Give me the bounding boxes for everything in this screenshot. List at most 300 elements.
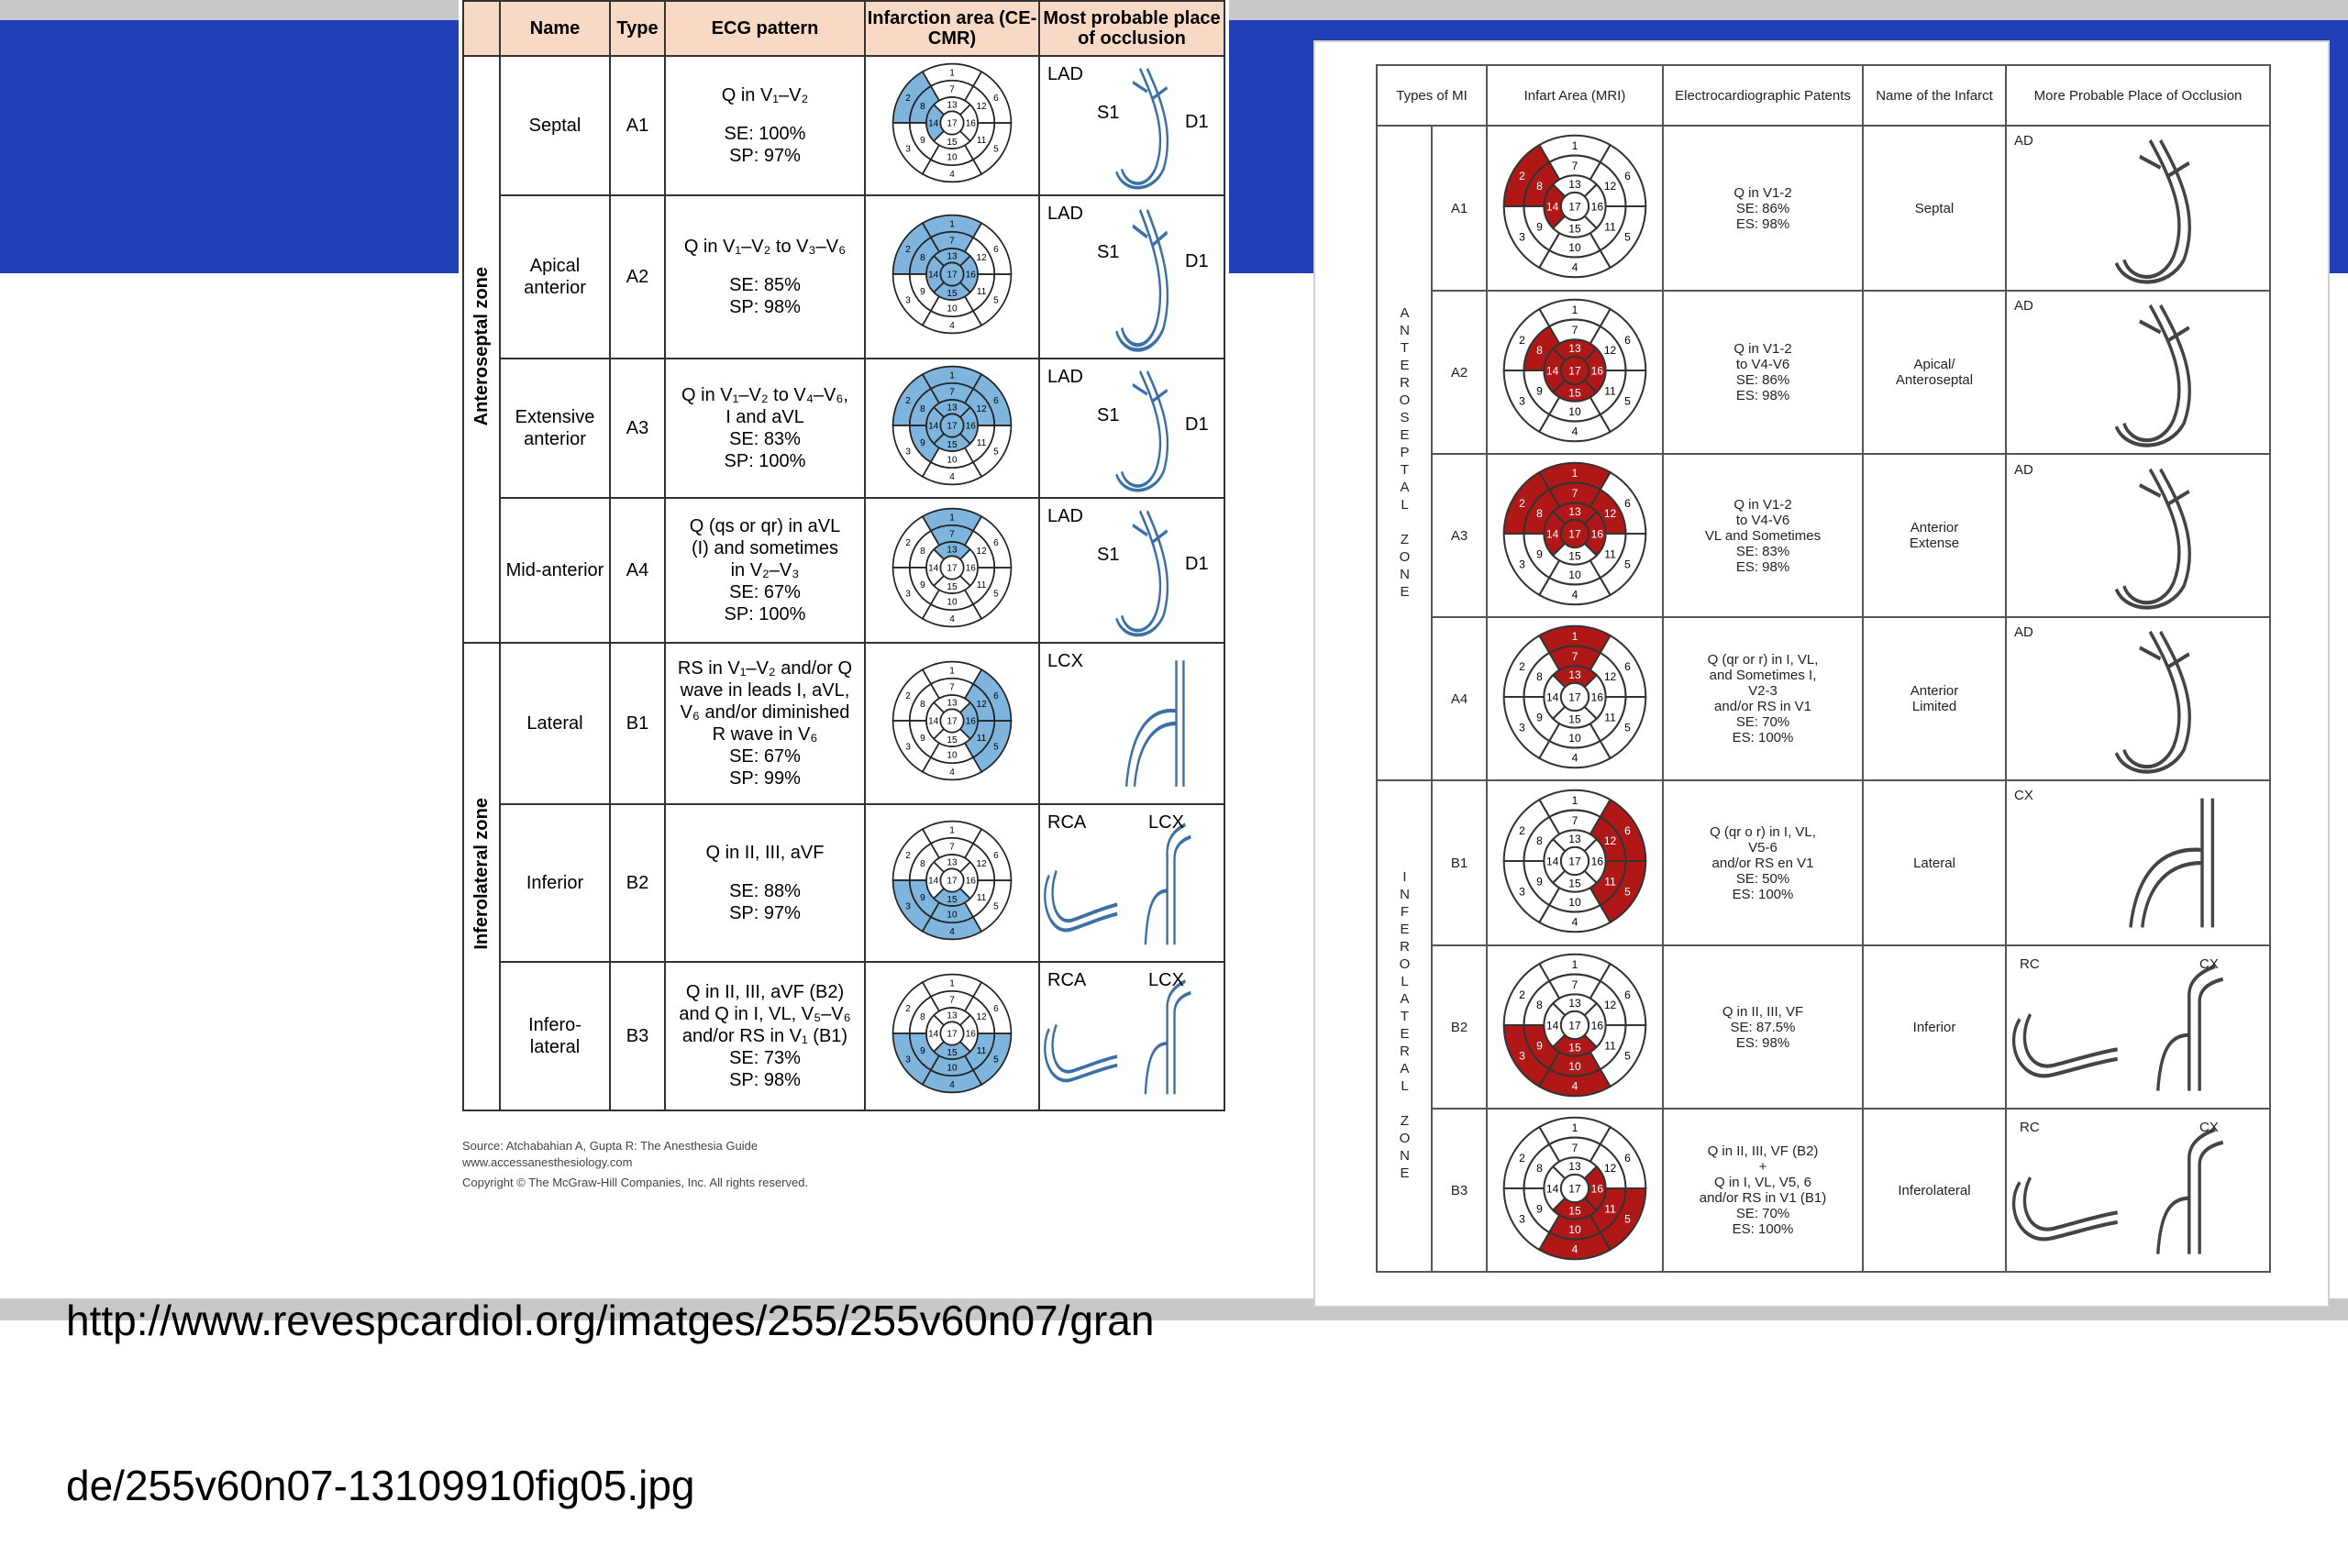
segment-label-10: 10 bbox=[1568, 895, 1581, 909]
segment-label-17: 17 bbox=[1568, 690, 1581, 704]
ecg-line: SE: 86% bbox=[1735, 372, 1790, 388]
segment-label-15: 15 bbox=[1568, 1041, 1581, 1055]
segment-label-12: 12 bbox=[1603, 670, 1617, 684]
segment-label-14: 14 bbox=[928, 876, 939, 887]
ecg-line: I and aVL bbox=[725, 407, 804, 427]
right-row-infarct-area bbox=[1487, 617, 1663, 780]
segment-label-3: 3 bbox=[905, 742, 911, 753]
segment-label-13: 13 bbox=[1568, 668, 1581, 681]
segment-label-16: 16 bbox=[1590, 1019, 1604, 1032]
segment-label-7: 7 bbox=[949, 529, 955, 540]
segment-label-2: 2 bbox=[905, 93, 911, 104]
segment-label-8: 8 bbox=[1536, 180, 1543, 193]
left-row-type: B2 bbox=[610, 804, 665, 962]
segment-label-1: 1 bbox=[1571, 466, 1578, 480]
segment-label-11: 11 bbox=[1604, 220, 1616, 234]
ecg-line: + bbox=[1758, 1159, 1767, 1175]
left-row-infarction bbox=[865, 643, 1039, 804]
vessel-line bbox=[2140, 647, 2161, 658]
segment-label-11: 11 bbox=[976, 438, 987, 449]
left-occlusion-b3 bbox=[1040, 964, 1222, 1109]
segment-label-7: 7 bbox=[1571, 977, 1578, 991]
infarct-name-line: Septal bbox=[1914, 200, 1955, 216]
vessel-line bbox=[1045, 876, 1117, 931]
right-occlusion-b2-label-1: CX bbox=[2199, 956, 2219, 972]
left-occlusion-a1-label-1: S1 bbox=[1097, 103, 1120, 123]
ecg-line: and/or RS en V1 bbox=[1711, 855, 1814, 871]
right-bullseye-b3 bbox=[1498, 1111, 1652, 1265]
ecg-line: R wave in V₆ bbox=[712, 724, 818, 745]
ecg-line: SP: 100% bbox=[724, 451, 806, 471]
segment-label-7: 7 bbox=[949, 387, 955, 398]
ecg-line: SE: 100% bbox=[724, 124, 806, 144]
left-occlusion-a3 bbox=[1040, 360, 1222, 496]
right-row-occlusion bbox=[2006, 617, 2270, 780]
segment-label-2: 2 bbox=[1519, 1152, 1525, 1165]
left-bullseye-b3 bbox=[888, 969, 1016, 1098]
segment-label-10: 10 bbox=[1568, 1059, 1581, 1073]
right-occlusion-b3-sketch bbox=[2007, 1110, 2267, 1270]
ecg-line: SP: 99% bbox=[729, 768, 801, 789]
right-row-occlusion bbox=[2006, 780, 2270, 945]
left-row-b2 bbox=[463, 804, 1224, 962]
ecg-line: to V4-V6 bbox=[1735, 512, 1790, 528]
right-header-row bbox=[1377, 65, 2270, 126]
segment-label-2: 2 bbox=[1519, 497, 1525, 511]
left-occlusion-a1-label-2: D1 bbox=[1185, 112, 1209, 132]
segment-label-1: 1 bbox=[949, 825, 955, 836]
segment-label-15: 15 bbox=[947, 734, 958, 745]
segment-label-7: 7 bbox=[949, 682, 955, 693]
segment-label-1: 1 bbox=[949, 219, 955, 230]
right-occlusion-b3 bbox=[2007, 1110, 2267, 1270]
right-occlusion-b1 bbox=[2007, 782, 2267, 944]
segment-label-10: 10 bbox=[947, 304, 958, 315]
segment-label-1: 1 bbox=[1571, 629, 1578, 643]
segment-label-4: 4 bbox=[949, 613, 955, 624]
segment-label-11: 11 bbox=[1604, 875, 1616, 889]
left-bullseye-b1 bbox=[888, 657, 1016, 785]
segment-label-17: 17 bbox=[1568, 527, 1581, 541]
segment-label-15: 15 bbox=[1568, 222, 1581, 236]
vessel-line bbox=[1053, 1024, 1118, 1071]
ecg-line: RS in V₁–V₂ and/or Q bbox=[677, 658, 853, 679]
segment-label-7: 7 bbox=[949, 995, 955, 1006]
left-row-name: Inferior bbox=[500, 804, 610, 962]
left-row-name: Apical anterior bbox=[500, 195, 610, 359]
segment-label-9: 9 bbox=[1536, 547, 1543, 561]
segment-label-15: 15 bbox=[947, 439, 958, 450]
segment-label-7: 7 bbox=[1571, 323, 1578, 337]
segment-label-14: 14 bbox=[1545, 1182, 1559, 1196]
right-row-occlusion bbox=[2006, 126, 2270, 291]
segment-label-8: 8 bbox=[1536, 344, 1543, 358]
ecg-line: SE: 85% bbox=[729, 275, 801, 295]
right-row-infarct-area bbox=[1487, 945, 1663, 1109]
left-row-type: A3 bbox=[610, 359, 665, 498]
left-row-occlusion bbox=[1039, 804, 1224, 962]
segment-label-17: 17 bbox=[947, 270, 958, 281]
right-occlusion-a3-sketch bbox=[2007, 457, 2267, 614]
segment-label-17: 17 bbox=[1568, 1019, 1581, 1032]
left-header-row bbox=[463, 1, 1224, 56]
right-bullseye-b2 bbox=[1498, 948, 1652, 1102]
ecg-line: and Sometimes I, bbox=[1709, 668, 1817, 683]
left-header-infarction-area: Infarction area (CE-CMR) bbox=[865, 1, 1039, 56]
segment-label-1: 1 bbox=[949, 68, 955, 79]
segment-label-2: 2 bbox=[905, 537, 911, 548]
left-occlusion-b1-label-0: LCX bbox=[1047, 651, 1083, 671]
right-occlusion-a1-sketch bbox=[2007, 127, 2267, 289]
segment-label-11: 11 bbox=[976, 136, 987, 147]
ecg-line: Q in V₁–V₂ to V₃–V₆ bbox=[683, 237, 847, 257]
right-occlusion-a2-label-0: AD bbox=[2014, 298, 2033, 314]
right-row-b1 bbox=[1377, 780, 2270, 945]
segment-label-1: 1 bbox=[1571, 793, 1578, 807]
left-zone-cell bbox=[463, 56, 500, 643]
segment-label-5: 5 bbox=[1624, 230, 1631, 244]
vessel-line bbox=[2131, 850, 2202, 928]
segment-label-8: 8 bbox=[920, 253, 925, 264]
segment-label-3: 3 bbox=[905, 447, 911, 458]
left-row-ecg bbox=[665, 195, 865, 359]
source-url-line-2[interactable]: de/255v60n07-13109910fig05.jpg bbox=[66, 1462, 695, 1509]
right-occlusion-a4-sketch bbox=[2007, 619, 2267, 778]
ecg-line: ES: 98% bbox=[1735, 388, 1790, 403]
infarct-name-line: Anterior bbox=[1910, 683, 1959, 699]
left-row-a4 bbox=[463, 498, 1224, 643]
segment-label-15: 15 bbox=[947, 137, 958, 148]
vessel-line bbox=[1133, 525, 1147, 536]
segment-label-4: 4 bbox=[949, 320, 955, 331]
vessel-line bbox=[1175, 993, 1191, 1095]
segment-label-3: 3 bbox=[1519, 885, 1525, 899]
segment-label-5: 5 bbox=[993, 742, 999, 753]
right-figure bbox=[1313, 40, 2330, 1308]
segment-label-2: 2 bbox=[1519, 170, 1525, 183]
segment-label-8: 8 bbox=[920, 102, 925, 113]
segment-label-12: 12 bbox=[976, 102, 987, 113]
right-row-name bbox=[1863, 1109, 2006, 1272]
left-occlusion-a3-label-2: D1 bbox=[1185, 414, 1209, 435]
segment-label-13: 13 bbox=[947, 1010, 958, 1021]
left-row-a2 bbox=[463, 195, 1224, 359]
segment-label-6: 6 bbox=[993, 244, 999, 255]
vessel-line bbox=[2014, 1019, 2118, 1076]
segment-label-6: 6 bbox=[1624, 170, 1631, 183]
ecg-line: Q in II, III, aVF bbox=[705, 843, 825, 863]
left-row-type: A4 bbox=[610, 498, 665, 643]
left-header-ecg: ECG pattern bbox=[665, 1, 865, 56]
segment-label-11: 11 bbox=[976, 893, 987, 904]
segment-label-10: 10 bbox=[1568, 404, 1581, 418]
segment-label-4: 4 bbox=[1571, 915, 1578, 929]
vessel-line bbox=[2024, 1014, 2117, 1066]
ecg-line: SE: 83% bbox=[1735, 543, 1790, 559]
segment-label-7: 7 bbox=[949, 236, 955, 247]
segment-label-15: 15 bbox=[947, 1047, 958, 1058]
right-row-occlusion bbox=[2006, 945, 2270, 1109]
segment-label-14: 14 bbox=[928, 270, 939, 281]
ecg-line: in V₂–V₃ bbox=[730, 560, 800, 580]
segment-label-15: 15 bbox=[947, 894, 958, 905]
ecg-line: Q in V₁–V₂ bbox=[721, 85, 809, 105]
segment-label-13: 13 bbox=[1568, 504, 1581, 518]
ecg-line: and/or RS in V1 (B1) bbox=[1699, 1190, 1827, 1206]
segment-label-11: 11 bbox=[1604, 711, 1616, 724]
segment-label-17: 17 bbox=[947, 421, 958, 432]
left-occlusion-a2 bbox=[1040, 197, 1222, 357]
ecg-line: wave in leads I, aVL, bbox=[680, 680, 850, 701]
infarct-name-line: Apical/ bbox=[1913, 357, 1955, 372]
segment-label-12: 12 bbox=[976, 253, 987, 264]
segment-label-5: 5 bbox=[993, 589, 999, 600]
segment-label-12: 12 bbox=[976, 547, 987, 558]
segment-label-12: 12 bbox=[976, 404, 987, 415]
ecg-line: SE: 87.5% bbox=[1730, 1019, 1796, 1035]
vessel-line bbox=[1045, 1029, 1117, 1080]
vessel-line bbox=[2143, 863, 2202, 927]
left-occlusion-a1 bbox=[1040, 58, 1222, 193]
segment-label-3: 3 bbox=[1519, 1212, 1525, 1226]
segment-label-7: 7 bbox=[1571, 649, 1578, 663]
segment-label-9: 9 bbox=[920, 287, 925, 298]
segment-label-1: 1 bbox=[1571, 138, 1578, 152]
segment-label-14: 14 bbox=[928, 421, 939, 432]
right-row-a4 bbox=[1377, 617, 2270, 780]
ecg-line: SE: 67% bbox=[729, 582, 801, 602]
left-source-line-3: Copyright © The McGraw-Hill Companies, Inc. All rights reserved. bbox=[462, 1176, 809, 1189]
segment-label-8: 8 bbox=[1536, 834, 1543, 848]
segment-label-13: 13 bbox=[947, 403, 958, 414]
right-zone-label: INFEROLATERAL ZONE bbox=[1397, 869, 1412, 1183]
source-url[interactable] bbox=[66, 1183, 1154, 1568]
ecg-line: SE: 67% bbox=[729, 746, 801, 767]
segment-label-9: 9 bbox=[1536, 220, 1543, 234]
segment-label-11: 11 bbox=[1604, 1039, 1616, 1053]
right-row-type: A4 bbox=[1432, 617, 1487, 780]
right-row-name bbox=[1863, 454, 2006, 617]
segment-label-13: 13 bbox=[947, 100, 958, 111]
right-table bbox=[1376, 64, 2271, 1273]
segment-label-13: 13 bbox=[947, 698, 958, 709]
segment-label-1: 1 bbox=[1571, 1121, 1578, 1134]
segment-label-7: 7 bbox=[1571, 1141, 1578, 1154]
right-row-ecg bbox=[1663, 945, 1863, 1109]
left-occlusion-a3-label-1: S1 bbox=[1097, 405, 1120, 425]
segment-label-14: 14 bbox=[1545, 690, 1559, 704]
ecg-line: ES: 100% bbox=[1732, 730, 1794, 745]
segment-label-9: 9 bbox=[1536, 875, 1543, 889]
left-bullseye-a1 bbox=[888, 59, 1016, 187]
ecg-line: Q in V1-2 bbox=[1733, 496, 1792, 513]
segment-label-7: 7 bbox=[1571, 813, 1578, 827]
infarct-name-line: Lateral bbox=[1913, 855, 1955, 871]
ecg-line bbox=[670, 258, 860, 274]
right-row-infarct-area bbox=[1487, 126, 1663, 291]
segment-label-9: 9 bbox=[920, 136, 925, 147]
left-row-a1 bbox=[463, 56, 1224, 195]
ecg-line bbox=[670, 106, 860, 123]
ecg-line: ES: 98% bbox=[1735, 215, 1790, 232]
right-row-a3 bbox=[1377, 454, 2270, 617]
segment-label-16: 16 bbox=[1590, 200, 1604, 214]
right-row-ecg bbox=[1663, 291, 1863, 454]
segment-label-7: 7 bbox=[1571, 486, 1578, 500]
right-row-ecg bbox=[1663, 454, 1863, 617]
right-row-occlusion bbox=[2006, 454, 2270, 617]
left-occlusion-b3-label-0: RCA bbox=[1047, 970, 1087, 990]
segment-label-5: 5 bbox=[1624, 558, 1631, 571]
segment-label-12: 12 bbox=[1603, 834, 1617, 848]
right-row-ecg bbox=[1663, 126, 1863, 291]
ecg-line: Q in I, VL, V5, 6 bbox=[1714, 1175, 1811, 1190]
segment-label-14: 14 bbox=[928, 1029, 939, 1040]
right-row-type: A1 bbox=[1432, 126, 1487, 291]
right-header-name: Name of the Infarct bbox=[1863, 65, 2006, 126]
ecg-line: Q (qr o r) in I, VL, bbox=[1710, 823, 1816, 840]
segment-label-13: 13 bbox=[1568, 177, 1581, 191]
segment-label-11: 11 bbox=[1604, 547, 1616, 561]
right-zone-cell bbox=[1377, 126, 1432, 780]
segment-label-3: 3 bbox=[1519, 230, 1525, 244]
segment-label-8: 8 bbox=[920, 1012, 925, 1023]
segment-label-15: 15 bbox=[1568, 1204, 1581, 1218]
left-occlusion-b2-label-1: LCX bbox=[1148, 812, 1184, 833]
right-zone-cell bbox=[1377, 780, 1432, 1272]
left-row-infarction bbox=[865, 804, 1039, 962]
right-row-b3 bbox=[1377, 1109, 2270, 1272]
ecg-line: Q in V1-2 bbox=[1733, 184, 1792, 201]
segment-label-16: 16 bbox=[965, 876, 976, 887]
segment-label-5: 5 bbox=[993, 447, 999, 458]
segment-label-5: 5 bbox=[1624, 1049, 1631, 1063]
segment-label-12: 12 bbox=[1603, 999, 1617, 1012]
left-row-infarction bbox=[865, 359, 1039, 498]
segment-label-4: 4 bbox=[1571, 425, 1578, 438]
segment-label-6: 6 bbox=[993, 690, 999, 701]
segment-label-8: 8 bbox=[1536, 670, 1543, 684]
segment-label-14: 14 bbox=[1545, 1019, 1559, 1032]
segment-label-9: 9 bbox=[920, 1046, 925, 1057]
right-bullseye-a4 bbox=[1498, 620, 1652, 774]
segment-label-1: 1 bbox=[1571, 303, 1578, 316]
infarct-name-line: Inferolateral bbox=[1898, 1182, 1971, 1198]
left-row-infarction bbox=[865, 962, 1039, 1110]
segment-label-2: 2 bbox=[905, 850, 911, 861]
segment-label-9: 9 bbox=[1536, 711, 1543, 724]
ecg-line: SE: 83% bbox=[729, 429, 801, 449]
right-occlusion-b1-label-0: CX bbox=[2014, 788, 2033, 803]
segment-label-16: 16 bbox=[965, 1029, 976, 1040]
right-row-occlusion bbox=[2006, 291, 2270, 454]
infarct-name-line: Anterior bbox=[1910, 520, 1959, 536]
segment-label-17: 17 bbox=[1568, 1182, 1581, 1196]
segment-label-6: 6 bbox=[993, 537, 999, 548]
segment-label-2: 2 bbox=[905, 1003, 911, 1014]
segment-label-10: 10 bbox=[1568, 568, 1581, 581]
left-row-a3 bbox=[463, 359, 1224, 498]
segment-label-2: 2 bbox=[905, 395, 911, 406]
segment-label-3: 3 bbox=[905, 589, 911, 600]
right-row-name bbox=[1863, 617, 2006, 780]
segment-label-16: 16 bbox=[965, 563, 976, 574]
segment-label-12: 12 bbox=[976, 1012, 987, 1023]
segment-label-3: 3 bbox=[905, 1055, 911, 1066]
ecg-line: SP: 100% bbox=[724, 604, 806, 624]
left-row-infarction bbox=[865, 498, 1039, 643]
segment-label-5: 5 bbox=[993, 295, 999, 306]
left-occlusion-a2-label-0: LAD bbox=[1047, 204, 1083, 224]
segment-label-14: 14 bbox=[1545, 364, 1559, 378]
segment-label-5: 5 bbox=[1624, 885, 1631, 899]
right-occlusion-a4 bbox=[2007, 619, 2267, 778]
segment-label-10: 10 bbox=[1568, 731, 1581, 745]
ecg-line: Q (qs or qr) in aVL bbox=[689, 516, 841, 536]
segment-label-13: 13 bbox=[947, 545, 958, 556]
infarct-name-line: Anteroseptal bbox=[1895, 372, 1974, 388]
segment-label-8: 8 bbox=[920, 700, 925, 711]
right-row-infarct-area bbox=[1487, 291, 1663, 454]
left-row-ecg bbox=[665, 643, 865, 804]
left-occlusion-a4 bbox=[1040, 500, 1222, 641]
segment-label-3: 3 bbox=[905, 144, 911, 155]
source-url-line-1[interactable]: http://www.revespcardiol.org/imatges/255/255v60n07/gran bbox=[66, 1297, 1155, 1344]
ecg-line: V₆ and/or diminished bbox=[680, 702, 850, 723]
segment-label-13: 13 bbox=[1568, 341, 1581, 355]
segment-label-5: 5 bbox=[993, 1055, 999, 1066]
ecg-line: ES: 100% bbox=[1732, 1221, 1794, 1237]
left-row-type: B3 bbox=[610, 962, 665, 1110]
segment-label-10: 10 bbox=[947, 750, 958, 761]
segment-label-11: 11 bbox=[976, 1046, 987, 1057]
segment-label-6: 6 bbox=[1624, 660, 1631, 674]
segment-label-6: 6 bbox=[1624, 334, 1631, 348]
right-header-types: Types of MI bbox=[1377, 65, 1487, 126]
right-row-a2 bbox=[1377, 291, 2270, 454]
segment-label-11: 11 bbox=[1604, 1202, 1616, 1216]
right-row-ecg bbox=[1663, 617, 1863, 780]
left-row-name: Mid-anterior bbox=[500, 498, 610, 643]
left-occlusion-a2-label-1: S1 bbox=[1097, 242, 1120, 262]
left-bullseye-a2 bbox=[888, 210, 1016, 338]
ecg-line: and/or RS in V1 bbox=[1714, 699, 1811, 714]
ecg-line: to V4-V6 bbox=[1735, 357, 1790, 372]
segment-label-11: 11 bbox=[976, 580, 987, 591]
vessel-line bbox=[1175, 837, 1191, 945]
segment-label-14: 14 bbox=[928, 563, 939, 574]
segment-label-2: 2 bbox=[1519, 334, 1525, 348]
right-row-type: B1 bbox=[1432, 780, 1487, 945]
right-row-name bbox=[1863, 126, 2006, 291]
segment-label-5: 5 bbox=[993, 144, 999, 155]
right-row-infarct-area bbox=[1487, 454, 1663, 617]
segment-label-9: 9 bbox=[920, 893, 925, 904]
segment-label-13: 13 bbox=[947, 251, 958, 262]
segment-label-9: 9 bbox=[920, 580, 925, 591]
right-bullseye-a2 bbox=[1498, 293, 1652, 447]
segment-label-10: 10 bbox=[947, 152, 958, 163]
segment-label-3: 3 bbox=[1519, 558, 1525, 571]
segment-label-17: 17 bbox=[1568, 855, 1581, 868]
segment-label-4: 4 bbox=[1571, 1242, 1578, 1256]
segment-label-17: 17 bbox=[947, 563, 958, 574]
segment-label-7: 7 bbox=[1571, 159, 1578, 172]
segment-label-9: 9 bbox=[1536, 384, 1543, 398]
left-row-occlusion bbox=[1039, 195, 1224, 359]
left-bullseye-a3 bbox=[888, 361, 1016, 490]
left-occlusion-a4-label-0: LAD bbox=[1047, 506, 1083, 526]
